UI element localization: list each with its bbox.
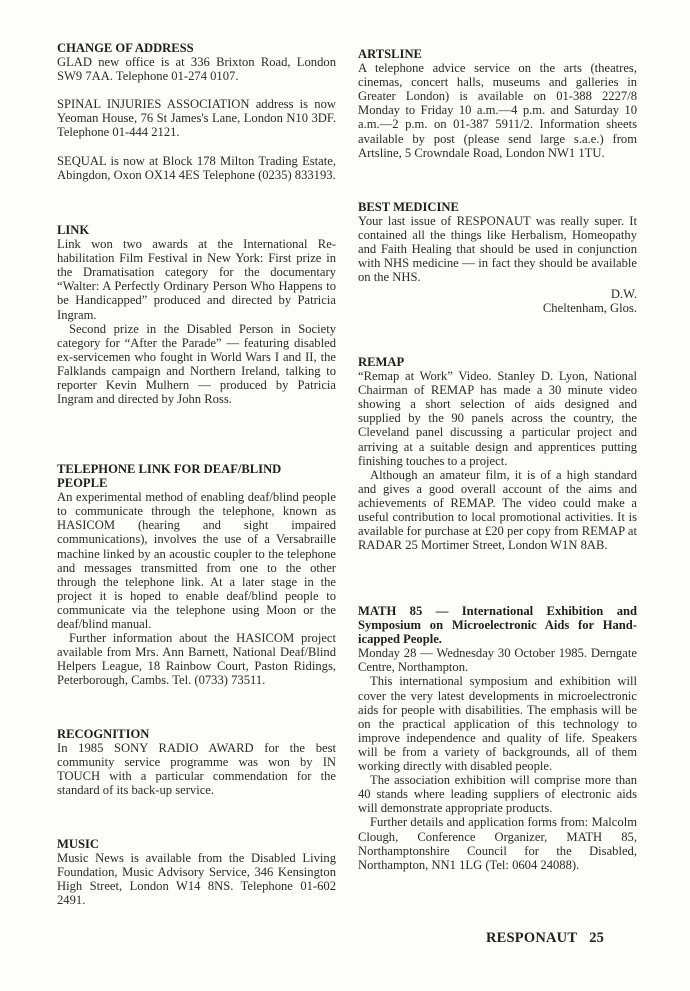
paragraph: A telephone advice service on the arts (theatres, cinemas, concert halls, museums and galleries in Greater London) is available on 01-388 2227/8 Monday to Friday 10 a.m.—4 p.m. and Saturday 10 a.m.—2 p.m. on 01-387 5911/2. Information sheets available by post (please send large s.a.e.) from Artsline, 5 Crowndale Road, London NW1 1TU.: [358, 61, 637, 160]
paragraph: GLAD new office is at 336 Brixton Road, London SW9 7AA. Telephone 01-274 0107.: [57, 55, 336, 84]
page-footer: [486, 930, 604, 947]
paragraph: Second prize in the Disabled Person in Society category for “After the Parade” — featuring disabled ex-servicemen who fought in World Wars I and II, the Falklands campaign and Northern Ireland, talking to reporter Kevin Mulhern — produced by Patricia Ingram and directed by John Ross.: [57, 321, 336, 407]
section-heading: BEST MEDICINE: [358, 200, 459, 214]
section-heading: RECOGNITION: [57, 727, 150, 741]
best-medicine-section: [358, 200, 637, 315]
paragraph: Further details and application forms from: Malcolm Clough, Conference Organizer, MATH 85, Northamptonshire Council for the Disabled, Northampton, NN1 1LG (Tel: 0604 24088).: [358, 815, 637, 872]
artsline-section: [358, 47, 637, 160]
paragraph: The association exhibition will comprise more than 40 stands where leading suppliers of electronic aids will demonstrate appropriate products.: [358, 773, 637, 816]
paragraph: Further information about the HASICOM project available from Mrs. Ann Barnett, National Deaf/Blind Helpers League, 18 Rainbow Court, Paston Ridings, Peterborough, Cambs. Tel. (0733) 73511.: [57, 631, 336, 688]
publication-name: RESPONAUT: [486, 930, 578, 946]
telephone-link-section: [57, 462, 336, 688]
section-heading: REMAP: [358, 355, 405, 369]
paragraph: Monday 28 — Wednesday 30 October 1985. Derngate Centre, Northampton.: [358, 646, 637, 675]
paragraph: Your last issue of RESPONAUT was really super. It contained all the things like Herbalism, Homeopathy and Faith Healing that should be used in conjunction with NHS medicine — in fact they should be available on the NHS.: [358, 214, 637, 285]
paragraph: An experimental method of enabling deaf/blind people to communicate through the telephone, known as HASICOM (hearing and sight impaired communications), involves the use of a Versabraille machine linked by an acoustic coupler to the telephone and messages transmitted from one to the other through the telephone link. At a later stage in the project it is hoped to enable deaf/blind people to communicate via the telephone using Moon or the deaf/blind manual.: [57, 490, 336, 632]
paragraph: SPINAL INJURIES ASSOCIATION address is now Yeoman House, 76 St James's Lane, London N10 3DF. Telephone 01-444 2121.: [57, 97, 336, 140]
change-of-address-section: [57, 41, 336, 182]
letter-location: Cheltenham, Glos.: [542, 300, 637, 315]
section-heading: LINK: [57, 223, 90, 237]
paragraph: Although an amateur film, it is of a high standard and gives a good overall account of the aims and achievements of REMAP. The video could make a useful contribution to local promotional activities. It is available for purchase at £20 per copy from REMAP at RADAR 25 Mortimer Street, London W1N 8AB.: [358, 467, 637, 553]
section-heading: CHANGE OF ADDRESS: [57, 41, 194, 55]
section-heading: ARTSLINE: [358, 47, 422, 61]
link-section: [57, 223, 336, 406]
music-section: [57, 837, 336, 907]
remap-section: [358, 355, 637, 552]
recognition-section: [57, 727, 336, 797]
paragraph: Music News is available from the Disabled Living Foundation, Music Advisory Service, 346 Kensington High Street, London W14 8NS. Telephone 01-602 2491.: [57, 851, 336, 908]
paragraph: SEQUAL is now at Block 178 Milton Trading Estate, Abingdon, Oxon OX14 4ES Telephone (0235) 833193.: [57, 153, 336, 182]
math85-section: [358, 604, 637, 872]
section-heading: MATH 85 — International Exhibition and Symposium on Microelectronic Aids for Handicapped People.: [358, 604, 637, 647]
section-heading: TELEPHONE LINK FOR DEAF/BLIND PEOPLE: [57, 462, 282, 491]
paragraph: This international symposium and exhibition will cover the very latest developments in microelectronic aids for people with disabilities. The emphasis will be on the practical application of this technology to improve independence and quality of life. Speakers will be from a variety of backgrounds, all of them working directly with disabled people.: [358, 674, 637, 774]
letter-signature: D.W.: [610, 286, 637, 301]
paragraph: “Remap at Work” Video. Stanley D. Lyon, National Chairman of REMAP has made a 30 minute video showing a short selection of aids designed and supplied by the 90 panels across the country, the Cleveland panel discussing a particular project and arriving at a suitable design and apprentices putting finishing touches to a project.: [358, 369, 637, 468]
section-heading: MUSIC: [57, 837, 99, 851]
paragraph: In 1985 SONY RADIO AWARD for the best community service programme was won by IN TOUCH with a particular commendation for the standard of its back-up service.: [57, 741, 336, 798]
paragraph: Link won two awards at the International Rehabilitation Film Festival in New York: First prize in the Dramatisation category for the documentary “Walter: A Perfectly Ordinary Person Who Happens to be Handicapped” produced and directed by Patricia Ingram.: [57, 237, 336, 322]
page-number: 25: [589, 930, 605, 946]
